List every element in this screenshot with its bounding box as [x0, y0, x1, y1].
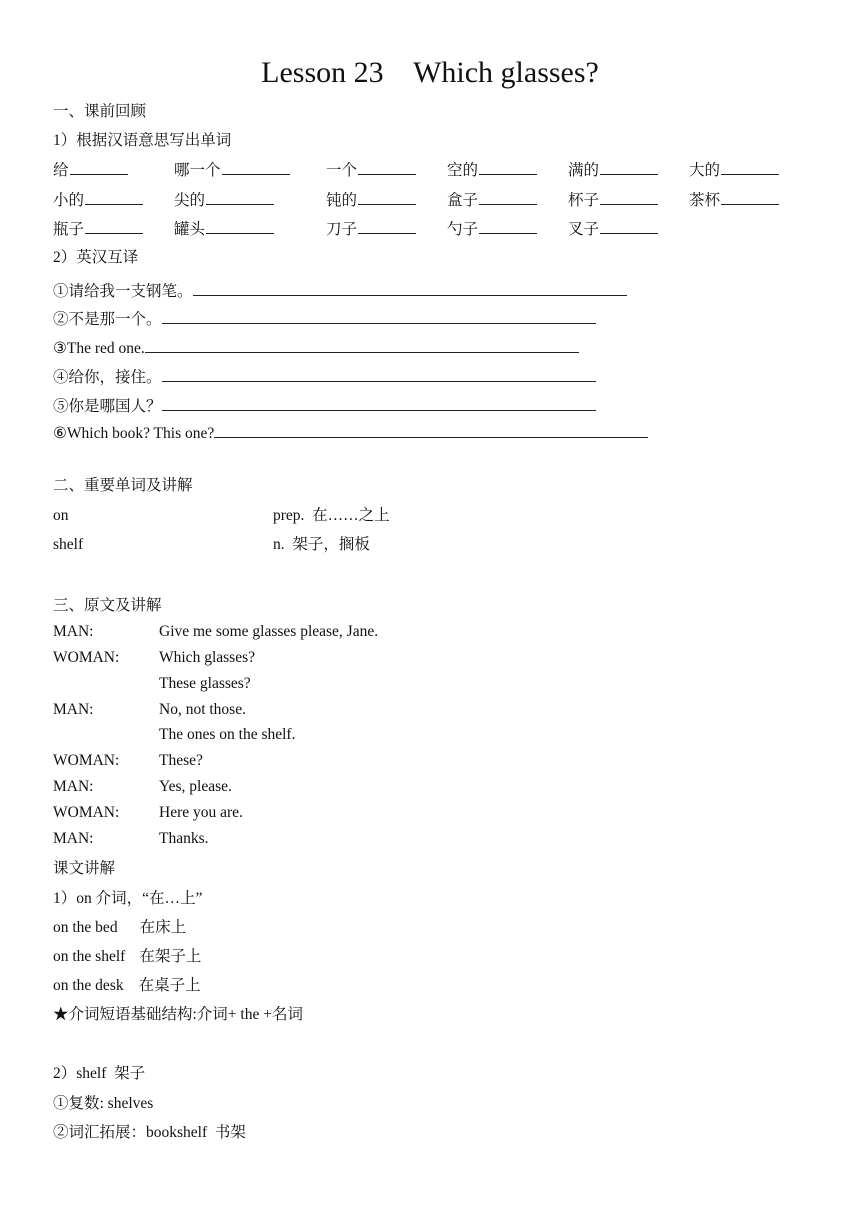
- example-en: on the shelf: [53, 948, 126, 965]
- section1-sub2: 2）英汉互译: [53, 249, 139, 266]
- point2-heading: 2）shelf 架子: [53, 1065, 146, 1082]
- dialogue-line: [53, 648, 255, 668]
- translation-item: ②不是那一个。: [53, 309, 596, 330]
- dialogue-line: [53, 622, 378, 642]
- vocab-item: 哪一个: [174, 160, 290, 181]
- vocab-item: 盒子: [447, 190, 537, 211]
- vocab-blank[interactable]: [85, 190, 143, 205]
- example-zh: 在架子上: [139, 948, 202, 965]
- translation-blank[interactable]: [162, 367, 596, 382]
- point2-item: ②词汇拓展：bookshelf 书架: [53, 1124, 246, 1141]
- vocab-blank[interactable]: [600, 190, 658, 205]
- example-line: [53, 947, 201, 967]
- example-zh: 在桌子上: [138, 977, 201, 994]
- example-en: on the bed: [53, 919, 118, 936]
- word-term: on: [53, 507, 69, 524]
- translation-blank[interactable]: [145, 338, 579, 353]
- dialogue-text: These glasses?: [159, 675, 251, 692]
- vocab-item: 罐头: [174, 219, 274, 240]
- vocab-item: 瓶子: [53, 219, 143, 240]
- vocab-item: 钝的: [326, 190, 416, 211]
- dialogue-speaker: MAN:: [53, 778, 94, 795]
- vocab-blank[interactable]: [721, 160, 779, 175]
- dialogue-text: Give me some glasses please, Jane.: [159, 623, 379, 640]
- example-zh: 在床上: [139, 919, 187, 936]
- section3-heading: 三、原文及讲解: [53, 597, 162, 614]
- example-line: [53, 976, 201, 996]
- translation-blank[interactable]: [162, 309, 596, 324]
- vocab-item: 给: [53, 160, 128, 181]
- vocab-blank[interactable]: [358, 160, 416, 175]
- vocab-row: [53, 160, 813, 190]
- explain-heading: 课文讲解: [53, 860, 116, 877]
- translation-item: ④给你，接住。: [53, 367, 596, 388]
- dialogue-text: Here you are.: [159, 804, 243, 821]
- dialogue-speaker: MAN:: [53, 701, 94, 718]
- dialogue-speaker: WOMAN:: [53, 804, 120, 821]
- word-term: shelf: [53, 536, 84, 553]
- dialogue-text: Yes, please.: [159, 778, 232, 795]
- translation-blank[interactable]: [162, 396, 596, 411]
- vocab-item: 勺子: [447, 219, 537, 240]
- dialogue-line: [53, 803, 243, 823]
- section1-heading: 一、课前回顾: [53, 103, 147, 120]
- vocab-item: 茶杯: [689, 190, 779, 211]
- dialogue-text: No, not those.: [159, 701, 246, 718]
- dialogue-speaker: MAN:: [53, 830, 94, 847]
- dialogue-speaker: WOMAN:: [53, 649, 120, 666]
- vocab-item: 空的: [447, 160, 537, 181]
- vocab-blank[interactable]: [85, 219, 143, 234]
- point1-note: ★介词短语基础结构:介词+ the +名词: [53, 1006, 303, 1023]
- vocab-item: 大的: [689, 160, 779, 181]
- dialogue-text: Which glasses?: [159, 649, 255, 666]
- dialogue-line: [53, 700, 246, 720]
- vocab-blank[interactable]: [479, 190, 537, 205]
- word-definition: n. 架子，搁板: [273, 536, 370, 553]
- translation-item: ③The red one.: [53, 338, 579, 359]
- vocab-blank[interactable]: [721, 190, 779, 205]
- translation-item: ⑥Which book? This one?: [53, 423, 648, 444]
- dialogue-text: These?: [159, 752, 203, 769]
- vocab-row: [53, 190, 813, 220]
- section1-sub1: 1）根据汉语意思写出单词: [53, 132, 232, 149]
- translation-item: ①请给我一支钢笔。: [53, 281, 627, 302]
- vocab-blank[interactable]: [600, 219, 658, 234]
- vocab-blank[interactable]: [206, 219, 274, 234]
- vocab-row: [53, 219, 813, 249]
- translation-item: ⑤你是哪国人？: [53, 396, 596, 417]
- vocab-item: 尖的: [174, 190, 274, 211]
- vocab-blank[interactable]: [222, 160, 290, 175]
- dialogue-line: [53, 725, 295, 745]
- vocab-blank[interactable]: [479, 219, 537, 234]
- vocab-grid: [53, 160, 813, 249]
- word-definition: prep. 在……之上: [273, 507, 390, 524]
- translation-blank[interactable]: [193, 281, 627, 296]
- dialogue-line: [53, 751, 203, 771]
- section2-heading: 二、重要单词及讲解: [53, 477, 193, 494]
- vocab-blank[interactable]: [600, 160, 658, 175]
- page-title: Lesson 23 Which glasses?: [261, 56, 599, 89]
- vocab-item: 满的: [568, 160, 658, 181]
- dialogue-line: [53, 674, 251, 694]
- point1-heading: 1）on 介词，“在…上”: [53, 890, 203, 907]
- vocab-item: 一个: [326, 160, 416, 181]
- example-en: on the desk: [53, 977, 124, 994]
- vocab-blank[interactable]: [479, 160, 537, 175]
- point2-item: ①复数: shelves: [53, 1095, 154, 1112]
- vocab-blank[interactable]: [358, 190, 416, 205]
- dialogue-line: [53, 777, 232, 797]
- dialogue-text: The ones on the shelf.: [159, 726, 296, 743]
- dialogue-speaker: WOMAN:: [53, 752, 120, 769]
- vocab-blank[interactable]: [358, 219, 416, 234]
- dialogue-line: [53, 829, 209, 849]
- vocab-blank[interactable]: [206, 190, 274, 205]
- vocab-blank[interactable]: [70, 160, 128, 175]
- translation-blank[interactable]: [214, 423, 648, 438]
- dialogue-speaker: MAN:: [53, 623, 94, 640]
- vocab-item: 杯子: [568, 190, 658, 211]
- vocab-item: 小的: [53, 190, 143, 211]
- example-line: [53, 918, 186, 938]
- dialogue-text: Thanks.: [159, 830, 209, 847]
- vocab-item: 叉子: [568, 219, 658, 240]
- vocab-item: 刀子: [326, 219, 416, 240]
